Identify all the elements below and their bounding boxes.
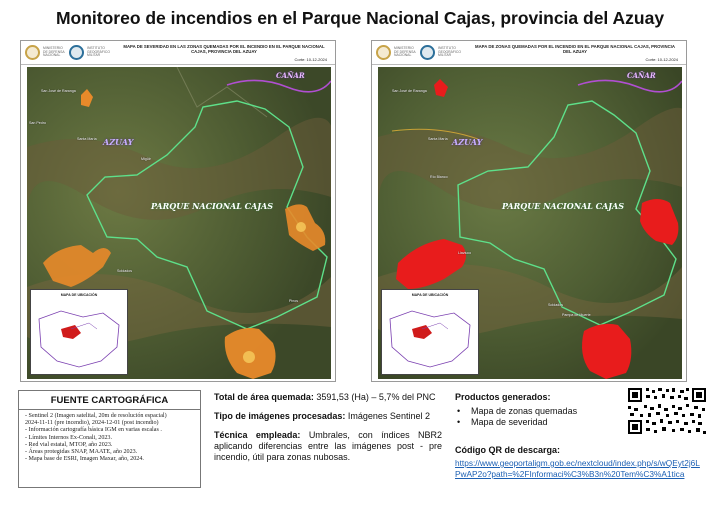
town-label: Santa María	[77, 137, 97, 141]
burned-area-label: Total de área quemada:	[214, 392, 314, 402]
download-link[interactable]: https://www.geoportaligm.gob.ec/nextcloud/index.php/s/wQEyt2j6LPwAP2o?path=%2FInformaci%C3%B3n%20Tem%C3%A1tica	[455, 458, 700, 479]
image-type-value: Imágenes Sentinel 2	[347, 411, 430, 421]
severity-hotspot	[296, 222, 306, 232]
town-label: Llaviuco	[458, 251, 472, 255]
cartographic-source-box	[18, 390, 201, 488]
technique-summary	[214, 430, 442, 463]
burned-area-summary	[214, 392, 442, 403]
products-heading: Productos generados:	[455, 392, 551, 402]
town-label: Santa María	[428, 137, 448, 141]
location-inset-map	[381, 289, 479, 375]
province-outline	[390, 311, 470, 367]
igm-logo-icon	[420, 45, 435, 60]
cartographic-source-heading: FUENTE CARTOGRÁFICA	[19, 391, 200, 410]
technique-value: Umbrales, con índices NBR2 aplicando diferencias entre las imágenes post - pre incendio, útil para zonas nubosas.	[214, 430, 442, 462]
inset-title: MAPA DE UBICACIÓN	[411, 293, 449, 297]
severity-hotspot	[243, 351, 255, 363]
park-label: PARQUE NACIONAL CAJAS	[151, 201, 273, 211]
image-type-label: Tipo de imágenes procesadas:	[214, 411, 346, 421]
azuay-label: AZUAY	[103, 137, 134, 147]
list-item: 2024-11-11 (pre incendio), 2024-12-01 (post incendio)	[25, 420, 159, 427]
town-label: Pinos	[289, 299, 298, 303]
map-header	[372, 41, 686, 65]
park-label: PARQUE NACIONAL CAJAS	[502, 201, 624, 211]
canar-label: CAÑAR	[627, 71, 656, 80]
town-label: San Pedro	[29, 121, 46, 125]
town-label: Pampa de Muerte	[562, 313, 591, 317]
list-item: - Información cartografía básica IGM en varias escalas .	[25, 427, 162, 434]
canar-label: CAÑAR	[276, 71, 305, 80]
ministry-logo-icon	[376, 45, 391, 60]
igm-logo-icon	[69, 45, 84, 60]
map-title: MAPA DE ZONAS QUEMADAS POR EL INCENDIO EN EL PARQUE NACIONAL CAJAS, PROVINCIA DEL AZUAY	[475, 44, 675, 55]
technique-label: Técnica empleada:	[214, 430, 301, 440]
town-label: Soldados	[548, 303, 563, 307]
qr-code-icon[interactable]	[626, 386, 708, 436]
fire-info-section	[214, 392, 442, 471]
logo-text-right: INSTITUTO GEOGRÁFICO MILITAR	[87, 46, 110, 58]
province-outline	[39, 311, 119, 367]
severity-map-panel	[20, 40, 336, 382]
town-label: Río Blanco	[430, 175, 448, 179]
burned-area-value: 3591,53 (Ha) – 5,7% del PNC	[316, 392, 436, 402]
cartographic-source-list	[19, 410, 200, 463]
logo-text-left: MINISTERIO DE DEFENSA NACIONAL	[43, 46, 65, 58]
ministry-logo-icon	[25, 45, 40, 60]
institution-logos	[376, 44, 464, 62]
inset-map-drawing	[382, 299, 478, 375]
map-header	[21, 41, 335, 65]
town-label: Soldados	[117, 269, 132, 273]
logo-text-right: INSTITUTO GEOGRÁFICO MILITAR	[438, 46, 461, 58]
qr-heading: Código QR de descarga:	[455, 445, 561, 455]
products-section	[455, 392, 623, 428]
image-type-summary	[214, 411, 442, 422]
list-item: • Mapa de zonas quemadas	[455, 406, 623, 417]
page-title: Monitoreo de incendios en el Parque Nacional Cajas, provincia del Azuay	[55, 8, 665, 28]
products-list	[455, 406, 623, 428]
location-inset-map	[30, 289, 128, 375]
list-item: - Sentinel 2 (Imagen satelital, 20m de resolución espacial)	[25, 413, 167, 419]
map-title: MAPA DE SEVERIDAD EN LAS ZONAS QUEMADAS POR EL INCENDIO EN EL PARQUE NACIONAL CAJAS, PROVINCIA DEL AZUAY	[123, 44, 325, 55]
list-item: - Mapa base de ESRI, Imagen Maxar, año, 2024.	[25, 456, 144, 463]
list-item: - Límites Internos Ex-Conali, 2023.	[25, 434, 112, 441]
list-item: • Mapa de severidad	[455, 417, 623, 428]
map-date: Corte: 10-12-2024	[294, 57, 327, 62]
town-label: Migüir	[141, 157, 151, 161]
list-item: - Red vial estatal, MTOP, año 2023.	[25, 441, 113, 448]
town-label: San José de Raranga	[392, 89, 427, 93]
list-item: - Áreas protegidas SNAP, MAATE, año 2023.	[25, 449, 138, 456]
inset-map-drawing	[31, 299, 127, 375]
map-date: Corte: 10-12-2024	[645, 57, 678, 62]
town-label: San José de Raranga	[41, 89, 76, 93]
logo-text-left: MINISTERIO DE DEFENSA NACIONAL	[394, 46, 416, 58]
burned-zones-map-panel	[371, 40, 687, 382]
azuay-label: AZUAY	[452, 137, 483, 147]
inset-title: MAPA DE UBICACIÓN	[60, 293, 98, 297]
institution-logos	[25, 44, 113, 62]
